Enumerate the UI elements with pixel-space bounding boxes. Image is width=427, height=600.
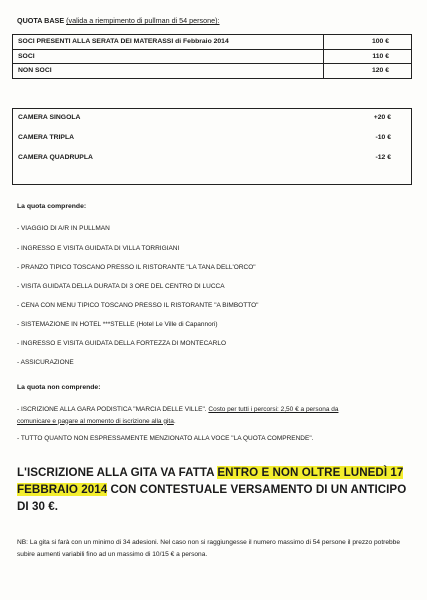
- price-row: [13, 35, 412, 50]
- registration-notice: [17, 464, 412, 515]
- price-label: SOCI PRESENTI ALLA SERATA DEI MATERASSI di Febbraio 2014: [13, 35, 324, 50]
- price-table: [12, 34, 412, 79]
- price-row: [13, 64, 412, 79]
- room-supplements-box: [12, 108, 412, 185]
- notice-deadline-highlight: FEBBRAIO 2014: [17, 483, 108, 496]
- includes-item: - ASSICURAZIONE: [17, 359, 74, 366]
- title-underlined: (valida a riempimento di pullman di 54 persone):: [66, 16, 220, 25]
- title-bold: QUOTA BASE: [17, 16, 65, 25]
- notice-text: CON CONTESTUALE VERSAMENTO DI UN ANTICIPO DI 30 €.: [17, 483, 407, 513]
- includes-item: - INGRESSO E VISITA GUIDATA DI VILLA TORRIGIANI: [17, 245, 180, 252]
- room-row: [18, 114, 391, 121]
- excludes-item-cost: Costo per tutti i percorsi: 2,50 € a persona da: [208, 406, 339, 413]
- room-price: -10 €: [375, 134, 391, 141]
- includes-item: - VIAGGIO DI A/R IN PULLMAN: [17, 225, 110, 232]
- excludes-item-cost-continued: comunicare e pagare al momento di iscrizione alla gita: [17, 417, 174, 425]
- excludes-item-end: .: [173, 417, 176, 425]
- excludes-heading: La quota non comprende:: [17, 384, 101, 391]
- price-row: [13, 49, 412, 64]
- price-value: 110 €: [324, 49, 412, 64]
- price-value: 100 €: [324, 35, 412, 50]
- room-label: CAMERA QUADRUPLA: [18, 154, 93, 161]
- excludes-item: [17, 404, 412, 427]
- price-label: NON SOCI: [13, 64, 324, 79]
- room-price: +20 €: [373, 114, 391, 121]
- includes-heading: La quota comprende:: [17, 203, 87, 210]
- room-row: [18, 154, 391, 161]
- quota-base-title: [17, 16, 220, 25]
- includes-item: - CENA CON MENU TIPICO TOSCANO PRESSO IL RISTORANTE "A BIMBOTTO": [17, 302, 259, 309]
- includes-item: - VISITA GUIDATA DELLA DURATA DI 3 ORE DEL CENTRO DI LUCCA: [17, 283, 225, 290]
- room-label: CAMERA TRIPLA: [18, 134, 75, 141]
- price-label: SOCI: [13, 49, 324, 64]
- includes-item: - SISTEMAZIONE IN HOTEL ***STELLE (Hotel Le Ville di Capannori): [17, 321, 218, 328]
- room-row: [18, 134, 391, 141]
- excludes-item-text: - ISCRIZIONE ALLA GARA PODISTICA "MARCIA DELLE VILLE".: [17, 406, 207, 413]
- nb-note: NB: La gita si farà con un minimo di 34 adesioni. Nel caso non si raggiungesse il numero massimo di 54 persone il prezzo potrebbe subire aumenti variabili fino ad un massimo di 10/15 € a persona.: [17, 539, 401, 558]
- room-price: -12 €: [375, 154, 391, 161]
- room-label: CAMERA SINGOLA: [18, 114, 81, 121]
- includes-item: - INGRESSO E VISITA GUIDATA DELLA FORTEZZA DI MONTECARLO: [17, 340, 227, 347]
- includes-item: - PRANZO TIPICO TOSCANO PRESSO IL RISTORANTE "LA TANA DELL'ORCO": [17, 264, 256, 271]
- notice-text: L'ISCRIZIONE ALLA GITA VA FATTA: [17, 466, 218, 479]
- excludes-item: - TUTTO QUANTO NON ESPRESSAMENTE MENZIONATO ALLA VOCE "LA QUOTA COMPRENDE".: [17, 435, 314, 442]
- notice-deadline-highlight: ENTRO E NON OLTRE LUNEDÌ 17: [217, 466, 404, 479]
- price-value: 120 €: [324, 64, 412, 79]
